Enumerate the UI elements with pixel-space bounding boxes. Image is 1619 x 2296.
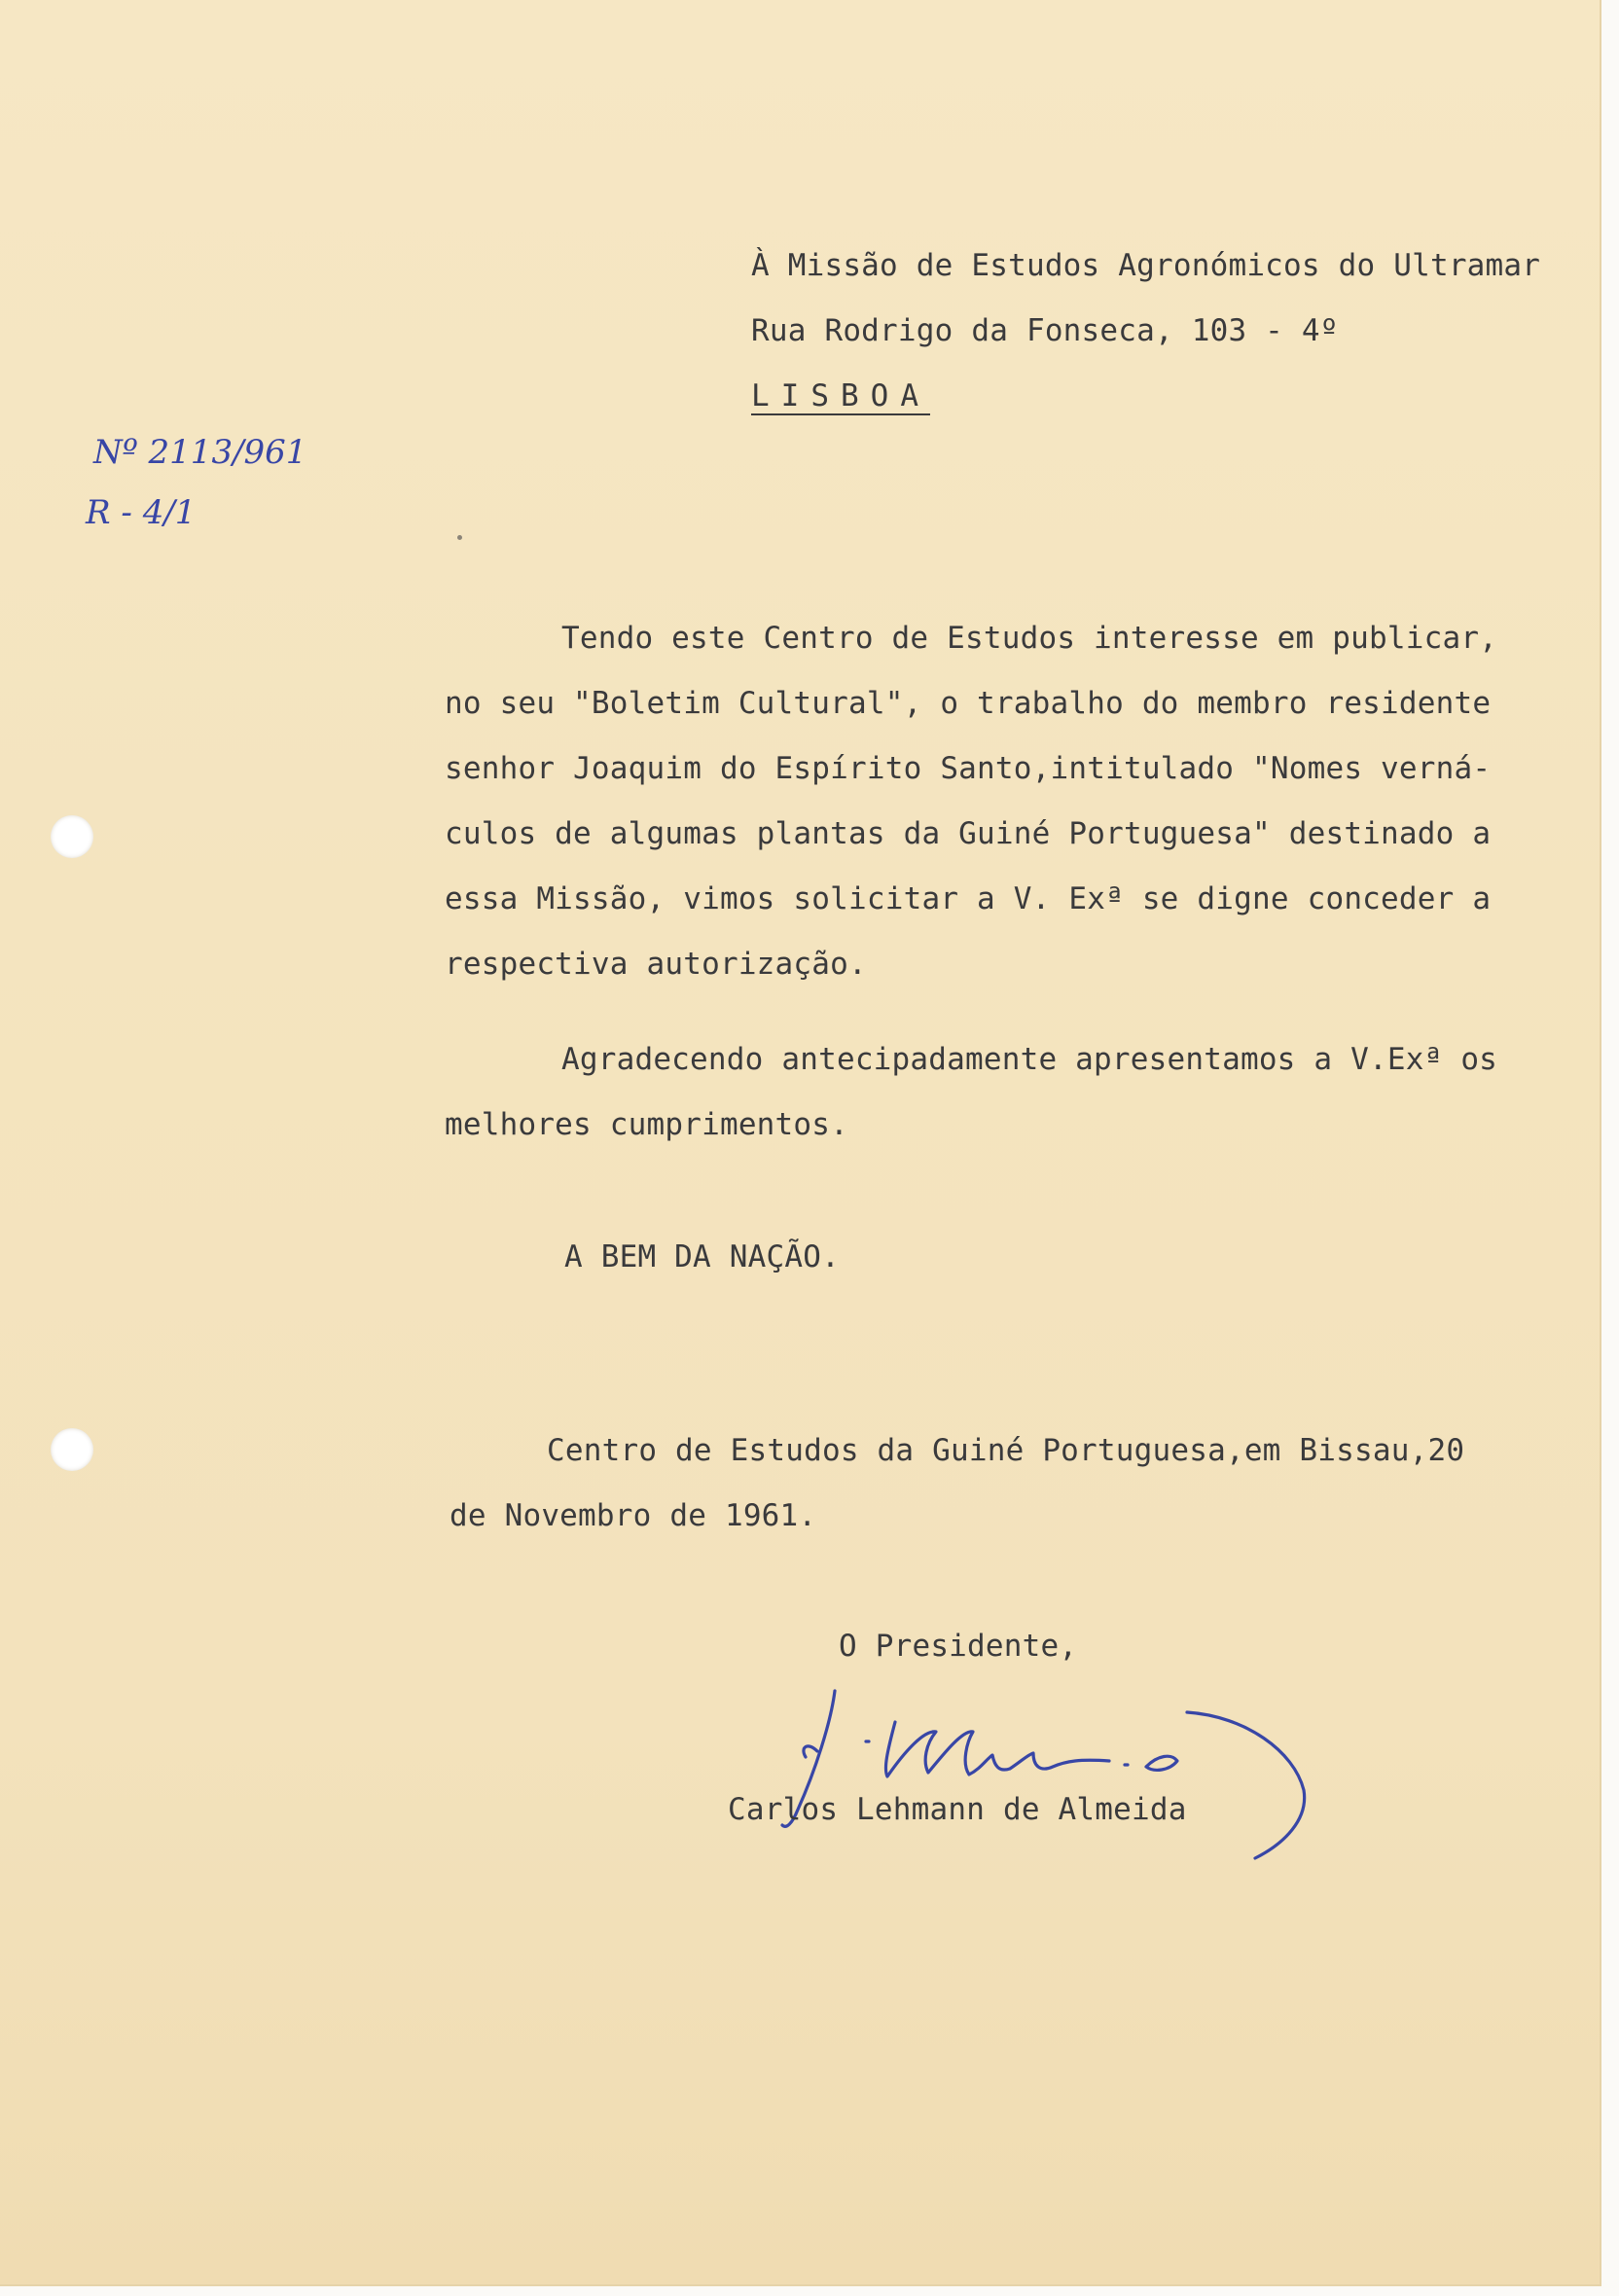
body-line: senhor Joaquim do Espírito Santo,intitulado "Nomes verná- <box>445 751 1492 786</box>
body-line: essa Missão, vimos solicitar a V. Exª se digne conceder a <box>445 881 1492 916</box>
body-line: no seu "Boletim Cultural", o trabalho do membro residente <box>445 686 1492 721</box>
place-date: Centro de Estudos da Guiné Portuguesa,em Bissau,20 <box>547 1433 1465 1468</box>
body-line: Tendo este Centro de Estudos interesse em publicar, <box>561 621 1498 656</box>
signer-title: O Presidente, <box>839 1629 1078 1664</box>
body-line: respectiva autorização. <box>445 947 867 982</box>
reference-code: R - 4/1 <box>86 493 197 532</box>
recipient-city: LISBOA <box>751 378 930 413</box>
punch-hole <box>51 815 93 858</box>
body-line: culos de algumas plantas da Guiné Portuguesa" destinado a <box>445 816 1492 851</box>
place-date: de Novembro de 1961. <box>450 1498 817 1533</box>
recipient-address: Rua Rodrigo da Fonseca, 103 - 4º <box>751 313 1339 348</box>
body-line: melhores cumprimentos. <box>445 1107 848 1142</box>
punch-hole <box>51 1428 93 1471</box>
body-line: Agradecendo antecipadamente apresentamos a V.Exª os <box>561 1042 1498 1077</box>
paper-speck <box>457 535 462 540</box>
salutation: A BEM DA NAÇÃO. <box>564 1239 840 1274</box>
reference-number: Nº 2113/961 <box>93 433 307 472</box>
signer-name: Carlos Lehmann de Almeida <box>728 1792 1187 1827</box>
recipient-line: À Missão de Estudos Agronómicos do Ultramar <box>751 248 1541 283</box>
handwritten-signature <box>778 1683 1401 1878</box>
